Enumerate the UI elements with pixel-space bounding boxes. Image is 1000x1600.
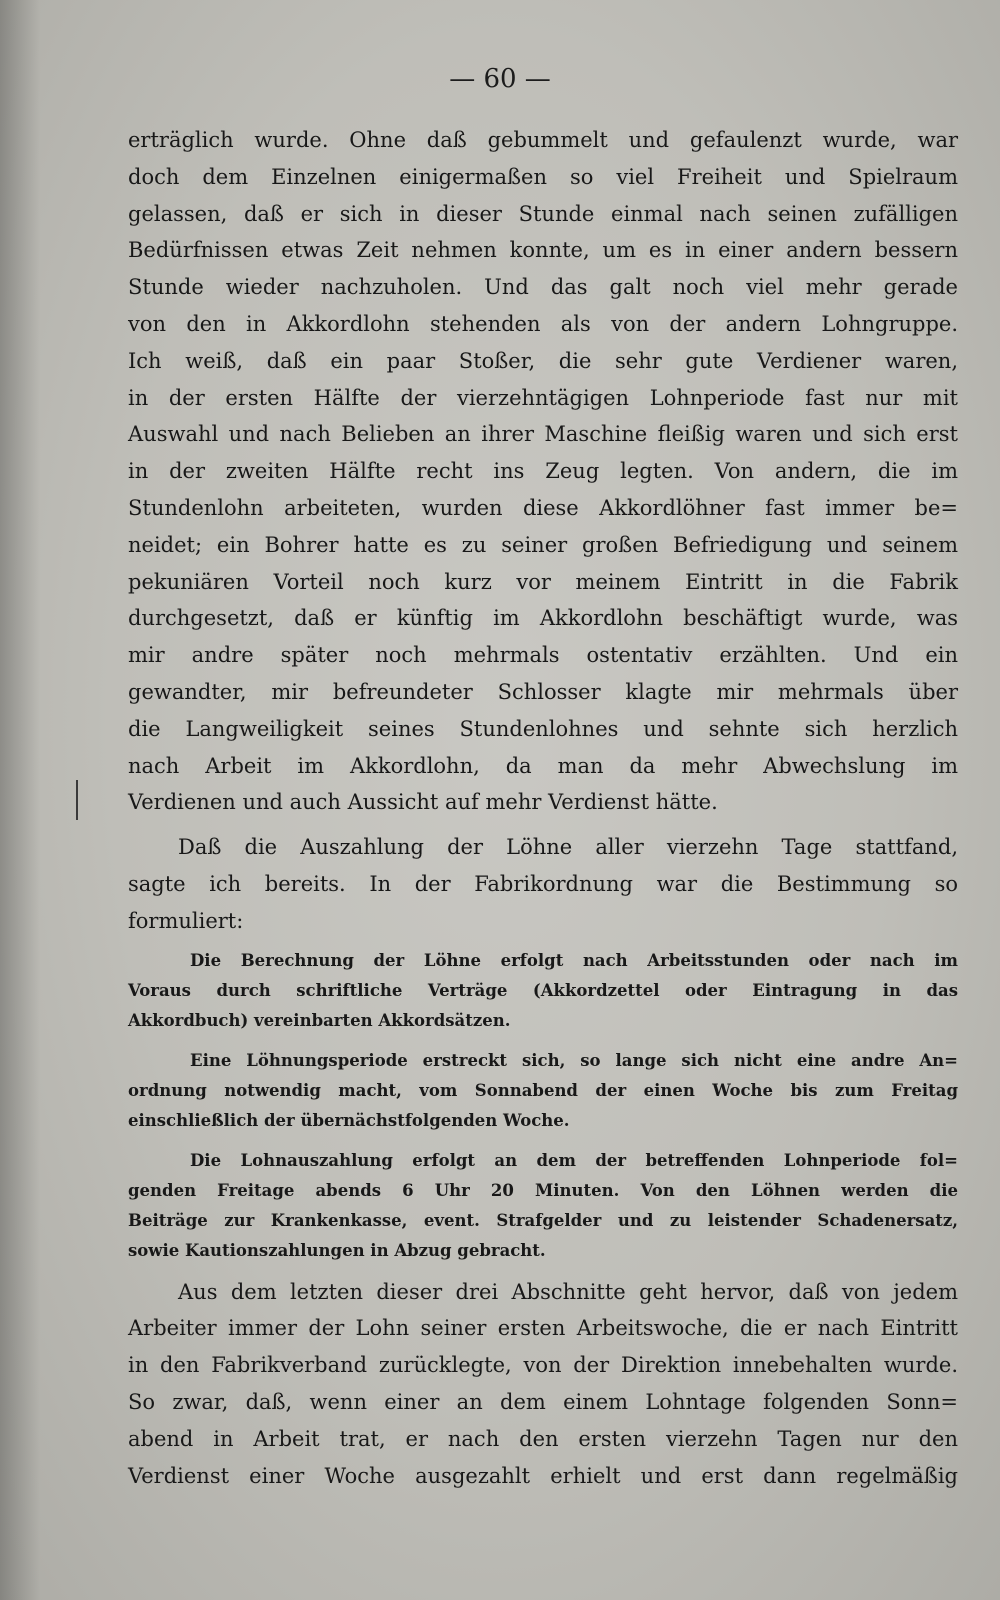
text-line: Arbeiter immer der Lohn seiner ersten Arbeitswoche, die er nach Eintritt (128, 1316, 958, 1341)
text-line: So zwar, daß, wenn einer an dem einem Lohntage folgenden Sonn= (128, 1389, 958, 1414)
quote-section-1 (128, 946, 958, 1036)
text-line: Stunde wieder nachzuholen. Und das galt noch viel mehr gerade (128, 275, 958, 300)
regulation-quote (128, 946, 958, 1266)
text-line: in der zweiten Hälfte recht ins Zeug legten. Von andern, die im (128, 459, 958, 484)
text-line: formuliert: (128, 908, 244, 933)
text-line: nach Arbeit im Akkordlohn, da man da mehr Abwechslung im (128, 753, 958, 778)
text-line: durchgesetzt, daß er künftig im Akkordlohn beschäftigt wurde, was (128, 606, 958, 631)
paragraph-1 (128, 122, 958, 821)
text-line: gelassen, daß er sich in dieser Stunde einmal nach seinen zufälligen (128, 201, 958, 226)
text-line: doch dem Einzelnen einigermaßen so viel Freiheit und Spielraum (128, 164, 958, 189)
text-line: gewandter, mir befreundeter Schlosser klagte mir mehrmals über (128, 679, 958, 704)
body-text (128, 122, 958, 1494)
text-line: Bedürfnissen etwas Zeit nehmen konnte, um es in einer andern bessern (128, 238, 958, 263)
quote-line: ordnung notwendig macht, vom Sonnabend der einen Woche bis zum Freitag (128, 1080, 958, 1100)
quote-section-3 (128, 1146, 958, 1266)
text-line: pekuniären Vorteil noch kurz vor meinem Eintritt in die Fabrik (128, 569, 958, 594)
text-line: Aus dem letzten dieser drei Abschnitte geht hervor, daß von jedem (178, 1279, 958, 1304)
text-line: die Langweiligkeit seines Stundenlohnes und sehnte sich herzlich (128, 716, 958, 741)
text-line: Verdienst einer Woche ausgezahlt erhielt und erst dann regelmäßig (128, 1463, 958, 1488)
quote-line: sowie Kautionszahlungen in Abzug gebracht. (128, 1240, 546, 1260)
quote-section-2 (128, 1046, 958, 1136)
paragraph-2 (128, 829, 958, 939)
text-line: in den Fabrikverband zurücklegte, von der Direktion innebehalten wurde. (128, 1353, 958, 1378)
quote-line: genden Freitage abends 6 Uhr 20 Minuten. Von den Löhnen werden die (128, 1180, 958, 1200)
text-line: sagte ich bereits. In der Fabrikordnung war die Bestimmung so (128, 871, 958, 896)
quote-line: Die Lohnauszahlung erfolgt an dem der betreffenden Lohnperiode fol= (190, 1150, 958, 1170)
text-line: Auswahl und nach Belieben an ihrer Maschine fleißig waren und sich erst (128, 422, 958, 447)
text-line: Ich weiß, daß ein paar Stoßer, die sehr gute Verdiener waren, (128, 348, 958, 373)
paragraph-3 (128, 1274, 958, 1495)
page-number: — 60 — (449, 64, 551, 94)
margin-pencil-mark (76, 780, 78, 820)
quote-line: Eine Löhnungsperiode erstreckt sich, so lange sich nicht eine andre An= (190, 1050, 958, 1070)
text-line: Stundenlohn arbeiteten, wurden diese Akkordlöhner fast immer be= (128, 495, 958, 520)
text-line: Verdienen und auch Aussicht auf mehr Verdienst hätte. (128, 790, 718, 815)
page-edge-shadow (0, 0, 40, 1600)
text-line: in der ersten Hälfte der vierzehntägigen Lohnperiode fast nur mit (128, 385, 958, 410)
quote-line: einschließlich der übernächstfolgenden Woche. (128, 1110, 570, 1130)
quote-line: Akkordbuch) vereinbarten Akkordsätzen. (128, 1010, 511, 1030)
quote-line: Voraus durch schriftliche Verträge (Akkordzettel oder Eintragung in das (128, 980, 958, 1000)
text-line: abend in Arbeit trat, er nach den ersten vierzehn Tagen nur den (128, 1426, 958, 1451)
text-line: Daß die Auszahlung der Löhne aller vierzehn Tage stattfand, (178, 835, 958, 860)
text-line: erträglich wurde. Ohne daß gebummelt und gefaulenzt wurde, war (128, 128, 958, 152)
text-line: mir andre später noch mehrmals ostentativ erzählten. Und ein (128, 643, 958, 668)
quote-line: Beiträge zur Krankenkasse, event. Strafgelder und zu leistender Schadenersatz, (128, 1210, 958, 1230)
quote-line: Die Berechnung der Löhne erfolgt nach Arbeitsstunden oder nach im (190, 950, 958, 970)
text-line: neidet; ein Bohrer hatte es zu seiner großen Befriedigung und seinem (128, 532, 958, 557)
text-line: von den in Akkordlohn stehenden als von der andern Lohngruppe. (128, 311, 958, 336)
